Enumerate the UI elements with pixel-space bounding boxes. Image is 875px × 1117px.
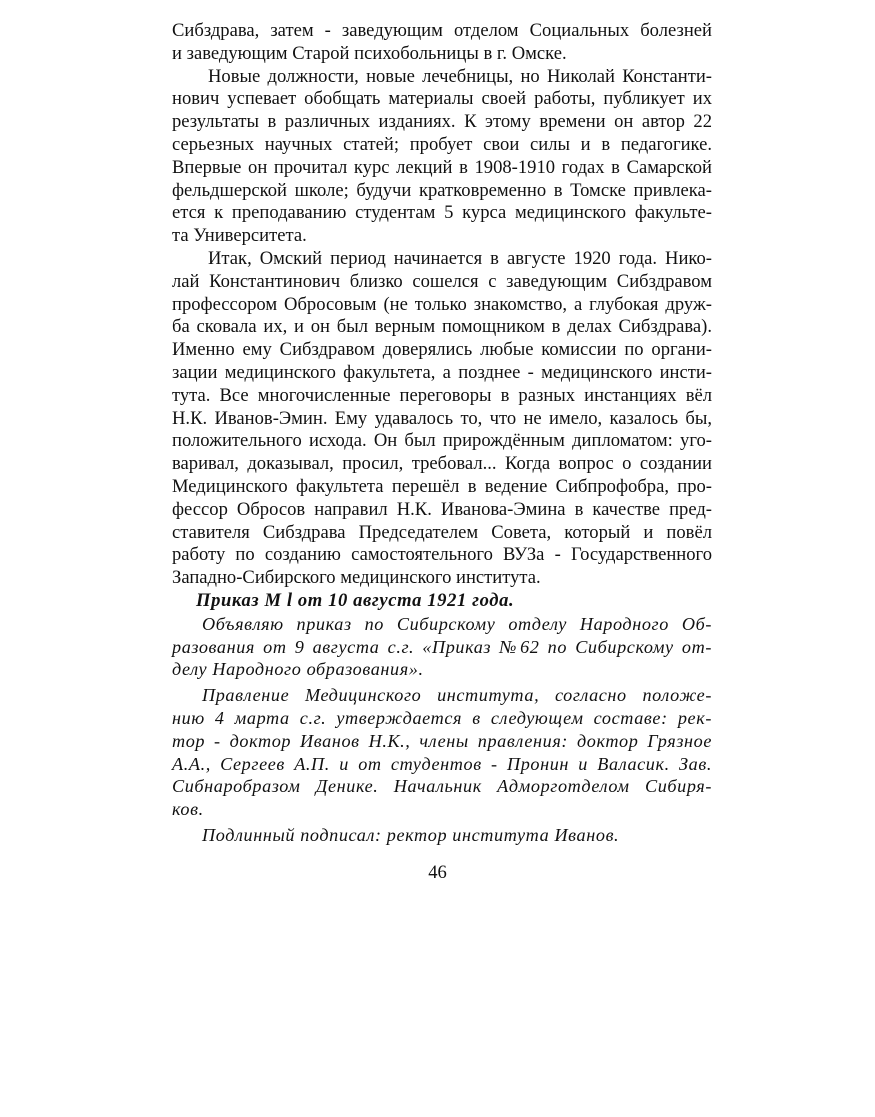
text-line: положительного исхода. Он был прирождённым дипломатом: уго- [172,430,712,452]
page-body [172,20,712,847]
text-line: профессором Обросовым (не только знакомство, а глубокая друж- [172,293,712,315]
text-line: А.А., Сергеев А.П. и от студентов - Пронин и Валасик. Зав. [172,753,712,774]
text-line: ба сковала их, и он был верным помощником в делах Сибздрава). [172,316,712,338]
text-line: ков. [172,799,204,820]
text-line: результаты в различных изданиях. К этому времени он автор 22 [172,111,712,133]
text-line: Западно-Сибирского медицинского института. [172,567,541,589]
order-text [172,613,712,847]
text-line: варивал, доказывал, просил, требовал... Когда вопрос о создании [172,453,712,475]
text-line: Н.К. Иванов-Эмин. Ему удавалось то, что не имело, казалось бы, [172,407,712,429]
text-line: ется к преподаванию студентам 5 курса медицинского факульте- [172,202,712,224]
text-line: делу Народного образования». [172,659,424,680]
text-line: Медицинского факультета перешёл в ведение Сибпрофобра, про- [172,475,712,497]
page-number: 46 [428,862,447,883]
text-line: тута. Все многочисленные переговоры в разных инстанциях вёл [172,384,712,406]
text-line: лай Константинович близко сошелся с заведующим Сибздравом [172,270,712,292]
paragraph [172,824,712,847]
text-line: Сибздрава, затем - заведующим отделом Социальных болезней [172,20,712,41]
paragraph [172,66,712,248]
text-line: ставителя Сибздрава Председателем Совета, который и повёл [172,521,712,543]
text-line: Новые должности, новые лечебницы, но Николай Константи- [208,65,712,87]
paragraph [172,684,712,821]
text-line: Именно ему Сибздравом доверялись любые комиссии по органи- [172,339,712,361]
text-line: зации медицинского факультета, а позднее - медицинского инсти- [172,361,712,383]
text-line: нович успевает обобщать материалы своей работы, публикует их [172,88,712,110]
text-line: Правление Медицинского института, согласно положе- [202,685,712,706]
text-line: нию 4 марта с.г. утверждается в следующем составе: рек- [172,707,712,728]
order-title: Приказ М l от 10 августа 1921 года. [196,589,515,611]
text-line: Сибнаробразом Денике. Начальник Адморготделом Сибиря- [172,776,712,797]
text-line: фельдшерской школе; будучи кратковременно в Томске привлека- [172,179,712,201]
paragraph [172,20,712,66]
text-line: серьезных научных статей; пробует свои силы и в педагогике. [172,133,712,155]
signature-line: Подлинный подписал: ректор института Иванов. [202,824,620,845]
paragraph [172,248,712,590]
text-line: тор - доктор Иванов Н.К., члены правления: доктор Грязное [172,730,712,751]
paragraph [172,613,712,681]
text-line: Впервые он прочитал курс лекций в 1908-1910 годах в Самарской [172,156,712,178]
text-line: Итак, Омский период начинается в августе 1920 года. Нико- [208,247,712,269]
text-line: разования от 9 августа с.г. «Приказ №62 по Сибирскому от- [172,636,712,657]
text-line: та Университета. [172,225,307,247]
text-line: работу по созданию самостоятельного ВУЗа - Государственного [172,544,712,566]
text-line: Объявляю приказ по Сибирскому отделу Народного Об- [202,613,712,634]
text-line: фессор Обросов направил Н.К. Иванова-Эмина в качестве пред- [172,498,712,520]
text-line: и заведующим Старой психобольницы в г. Омске. [172,42,567,64]
